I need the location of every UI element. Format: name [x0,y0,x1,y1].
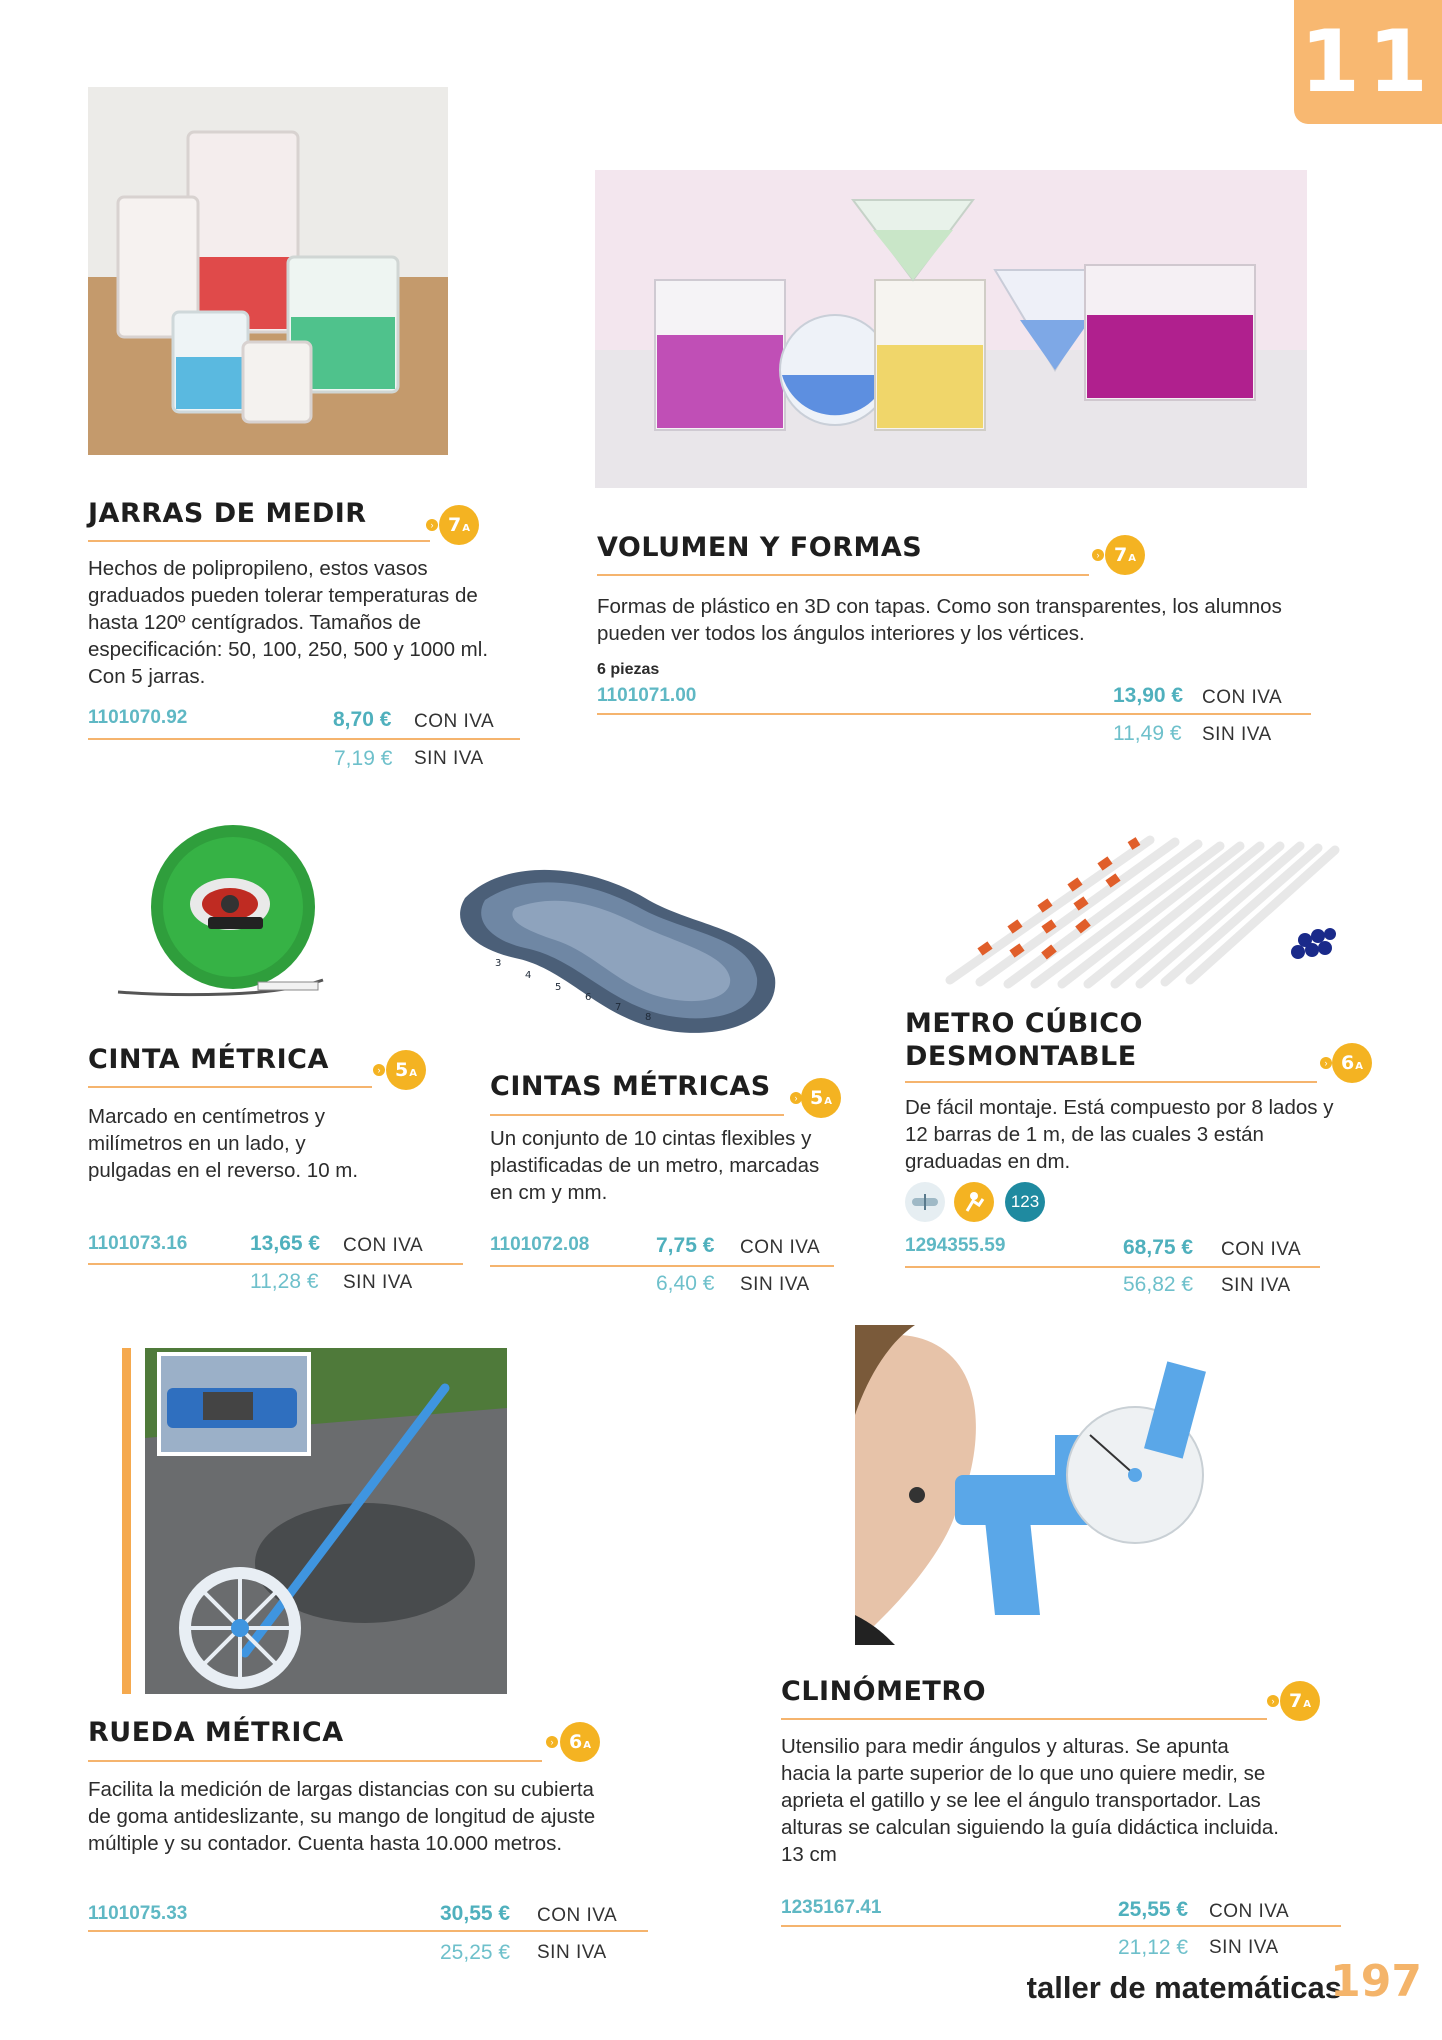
metro-title [905,1007,1143,1073]
metro-price-sin: 56,82 € [1123,1273,1194,1296]
metro-image [940,830,1340,990]
jarras-image [88,87,448,455]
metro-age-arrow: › [1320,1057,1332,1069]
jarras-age-badge: 7 A [439,505,479,545]
clinometro-title: CLINÓMETRO [781,1676,987,1707]
cintas-title-rule [490,1114,784,1116]
volumen-title: VOLUMEN Y FORMAS [597,532,923,563]
cintas-image [445,838,785,1058]
cinta-ref: 1101073.16 [88,1233,188,1254]
cintas-ref: 1101072.08 [490,1234,590,1255]
jarras-price-con: 8,70 € [333,708,392,731]
cinta-age-arrow: › [373,1064,385,1076]
volumen-ref: 1101071.00 [597,685,697,706]
metro-description: De fácil montaje. Está compuesto por 8 lados y 12 barras de 1 m, de las cuales 3 están graduadas en dm. [905,1096,1334,1173]
jarras-sin-iva: SIN IVA [414,748,484,769]
footer-section-title: taller de matemáticas [1026,1970,1342,2005]
cinta-description: Marcado en centímetros y milímetros en un lado, y pulgadas en el reverso. 10 m. [88,1105,359,1182]
cinta-con-iva: CON IVA [343,1235,424,1256]
rueda-title: RUEDA MÉTRICA [88,1717,344,1748]
clinometro-ref: 1235167.41 [781,1897,882,1918]
cintas-sin-iva: SIN IVA [740,1274,810,1295]
cintas-con-iva: CON IVA [740,1237,821,1258]
clinometro-image [855,1325,1243,1645]
clinometro-sin-iva: SIN IVA [1209,1937,1279,1958]
jarras-price-sin: 7,19 € [334,747,393,770]
cinta-title-rule [88,1086,372,1088]
cinta-sin-iva: SIN IVA [343,1272,413,1293]
metro-ref: 1294355.59 [905,1235,1006,1256]
clinometro-age-arrow: › [1267,1695,1279,1707]
rueda-title-rule [88,1760,542,1762]
volumen-price-rule [597,713,1311,715]
cintas-description: Un conjunto de 10 cintas flexibles y plastificadas de un metro, marcadas en cm y mm. [490,1127,820,1204]
volumen-image [595,170,1307,488]
metro-price-con: 68,75 € [1123,1236,1194,1259]
clinometro-con-iva: CON IVA [1209,1901,1290,1922]
rueda-age-badge: 6 A [560,1722,600,1762]
rueda-price-rule [88,1930,648,1932]
jarras-title-rule [88,540,430,542]
page-number: 197 [1330,1956,1422,2007]
rueda-ref: 1101075.33 [88,1903,188,1924]
jarras-age-arrow: › [426,519,438,531]
cinta-price-rule [88,1263,463,1265]
svg-text:3: 3 [495,958,502,969]
svg-text:6: 6 [585,992,592,1003]
cinta-age-badge: 5 A [386,1050,426,1090]
metro-title-rule [905,1081,1317,1083]
metro-age-badge: 6 A [1332,1043,1372,1083]
cintas-price-rule [490,1265,834,1267]
metro-feature-icon-1 [905,1182,945,1222]
clinometro-price-rule [781,1925,1341,1927]
metro-price-rule [905,1266,1320,1268]
cinta-price-con: 13,65 € [250,1232,321,1255]
volumen-note: 6 piezas [597,661,660,678]
metro-feature-icon-3: 123 [1005,1182,1045,1222]
cintas-price-con: 7,75 € [656,1234,715,1257]
rueda-image [145,1348,507,1694]
section-tab: 11 [1294,0,1442,124]
cinta-title: CINTA MÉTRICA [88,1044,329,1075]
metro-con-iva: CON IVA [1221,1239,1302,1260]
volumen-price-con: 13,90 € [1113,684,1184,707]
cinta-image [108,822,328,1012]
clinometro-price-con: 25,55 € [1118,1898,1189,1921]
jarras-ref: 1101070.92 [88,707,188,728]
cinta-price-sin: 11,28 € [250,1270,319,1293]
cintas-age-badge: 5 A [801,1078,841,1118]
clinometro-title-rule [781,1718,1267,1720]
svg-text:8: 8 [645,1012,652,1023]
cintas-price-sin: 6,40 € [656,1272,715,1295]
metro-sin-iva: SIN IVA [1221,1275,1291,1296]
volumen-description: Formas de plástico en 3D con tapas. Como son transparentes, los alumnos pueden ver todos los ángulos interiores y los vértices. [597,595,1282,645]
jarras-title: JARRAS DE MEDIR [88,498,367,529]
jarras-description: Hechos de polipropileno, estos vasos graduados pueden tolerar temperaturas de hasta 120º centígrados. Tamaños de especificación: 50, 100, 250, 500 y 1000 ml. Con 5 jarras. [88,557,489,688]
volumen-price-sin: 11,49 € [1113,722,1182,745]
cintas-age-arrow: › [790,1092,802,1104]
metro-title-line2: DESMONTABLE [905,1041,1137,1072]
svg-text:7: 7 [615,1002,622,1013]
clinometro-price-sin: 21,12 € [1118,1936,1189,1959]
clinometro-description: Utensilio para medir ángulos y alturas. Se apunta hacia la parte superior de lo que uno quiere medir, se aprieta el gatillo y se lee el ángulo transportador. Las alturas se calculan siguiendo la guía didáctica incluida. 13 cm [781,1735,1280,1866]
metro-feature-icon-2 [954,1182,994,1222]
svg-text:5: 5 [555,982,562,993]
rueda-accent-bar [122,1348,131,1694]
volumen-con-iva: CON IVA [1202,687,1283,708]
jarras-price-rule [88,738,520,740]
svg-text:4: 4 [525,970,532,981]
volumen-age-arrow: › [1092,549,1104,561]
volumen-sin-iva: SIN IVA [1202,724,1272,745]
rueda-price-con: 30,55 € [440,1902,511,1925]
jarras-con-iva: CON IVA [414,711,495,732]
metro-title-line1: METRO CÚBICO [905,1008,1144,1039]
rueda-price-sin: 25,25 € [440,1941,511,1964]
rueda-description: Facilita la medición de largas distancias con su cubierta de goma antideslizante, su mango de longitud de ajuste múltiple y su contador. Cuenta hasta 10.000 metros. [88,1778,596,1855]
rueda-con-iva: CON IVA [537,1905,618,1926]
volumen-title-rule [597,574,1089,576]
cintas-title: CINTAS MÉTRICAS [490,1071,771,1102]
rueda-age-arrow: › [546,1736,558,1748]
volumen-age-badge: 7 A [1105,535,1145,575]
clinometro-age-badge: 7 A [1280,1681,1320,1721]
rueda-sin-iva: SIN IVA [537,1942,607,1963]
